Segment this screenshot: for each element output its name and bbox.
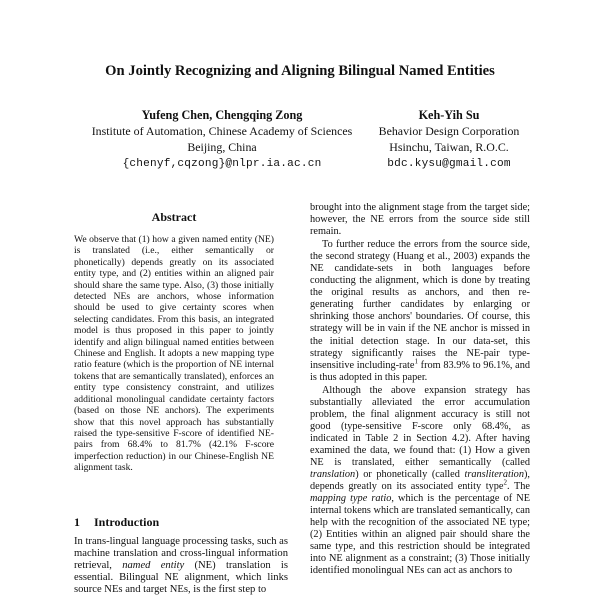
abstract-paragraph: We observe that (1) how a given named entity (NE) is translated (i.e., either semantically or phonetically) depends greatly on its associated entity type, and (2) entities within an aligned pair should share the same type. Also, (3) those initially detected NEs are anchors, whose information should be used to give certainty scores when selecting candidates. From this basis, an integrated model is thus proposed in this paper to jointly identify and align bilingual named entities between Chinese and English. It adopts a new mapping type ratio feature (which is the proportion of NE internal tokens that are semantically translated), enforces an entity type consistency constraint, and utilizes additional monolingual candidate certainty factors (based on those NE anchors). The experiments show that this novel approach has substantially raised the type-sensitive F-score of identified NE-pairs from 68.4% to 81.7% (42.1% F-score imperfection reduction) in our Chinese-English NE alignment task. [74, 234, 274, 474]
author-location: Beijing, China [187, 140, 257, 155]
author-names: Keh-Yih Su [418, 108, 480, 122]
abstract-heading: Abstract [151, 210, 197, 224]
right-paragraph-2: To further reduce the errors from the source side, the second strategy (Huang et al., 2003) expands the NE candidate-sets in both languages before conducting the alignment, which is done by treating the original results as anchors, and then re-generating further candidates by enlarging or shrinking those anchors' boundaries. Of course, this strategy will be in vain if the NE anchor is missed in the initial detection stage. In our data-set, this strategy significantly raises the NE-pair type-insensitive including-rate$^1$ from 83.9% to 96.1%, and is thus adopted in this paper. [310, 239, 531, 383]
author-block-2 [364, 107, 534, 172]
intro-paragraph: In trans-lingual language processing tasks, such as machine translation and cross-lingual information retrieval, named entity (NE) translation is essential. Bilingual NE alignment, which links source NEs and target NEs, is the first step to [74, 536, 288, 595]
right-paragraph-3: Although the above expansion strategy has substantially alleviated the error accumulation problem, the final alignment accuracy is still not good (type-sensitive F-score only 68.4%, as indicated in Table 2 in Section 4.2). After having examined the data, we found that: (1) How a given NE is translated, either semantically (called translation) or phonetically (called transliteration), depends greatly on its associated entity type$^2$. The mapping type ratio, which is the percentage of NE internal tokens which are translated semantically, can help with the recognition of the associated NE type; (2) Entities within an aligned pair should share the same type, and this restriction should be integrated into NE alignment as a constraint; (3) Those initially identified monolingual NEs can act as anchors to [310, 384, 530, 577]
author-names: Yufeng Chen, Chengqing Zong [141, 108, 303, 122]
footnote-marker[interactable]: 1 [414, 357, 418, 366]
author-block-1 [76, 107, 368, 172]
footnote-marker[interactable]: 2 [503, 478, 507, 487]
author-affiliation: Behavior Design Corporation [378, 124, 520, 139]
author-email[interactable]: {chenyf,cqzong}@nlpr.ia.ac.cn [122, 157, 322, 170]
section-heading-introduction [74, 515, 159, 530]
section-title: Introduction [94, 515, 160, 529]
author-location: Hsinchu, Taiwan, R.O.C. [389, 140, 509, 155]
right-paragraph-1: brought into the alignment stage from the target side; however, the NE errors from the source side still remain. [310, 202, 530, 238]
paper-title: On Jointly Recognizing and Aligning Bilingual Named Entities [105, 63, 495, 79]
author-email[interactable]: bdc.kysu@gmail.com [387, 157, 511, 170]
introduction-body [74, 536, 288, 596]
abstract-text [74, 234, 274, 474]
right-column-body [310, 202, 530, 577]
author-affiliation: Institute of Automation, Chinese Academy of Sciences [91, 124, 353, 139]
section-number: 1 [74, 515, 80, 529]
